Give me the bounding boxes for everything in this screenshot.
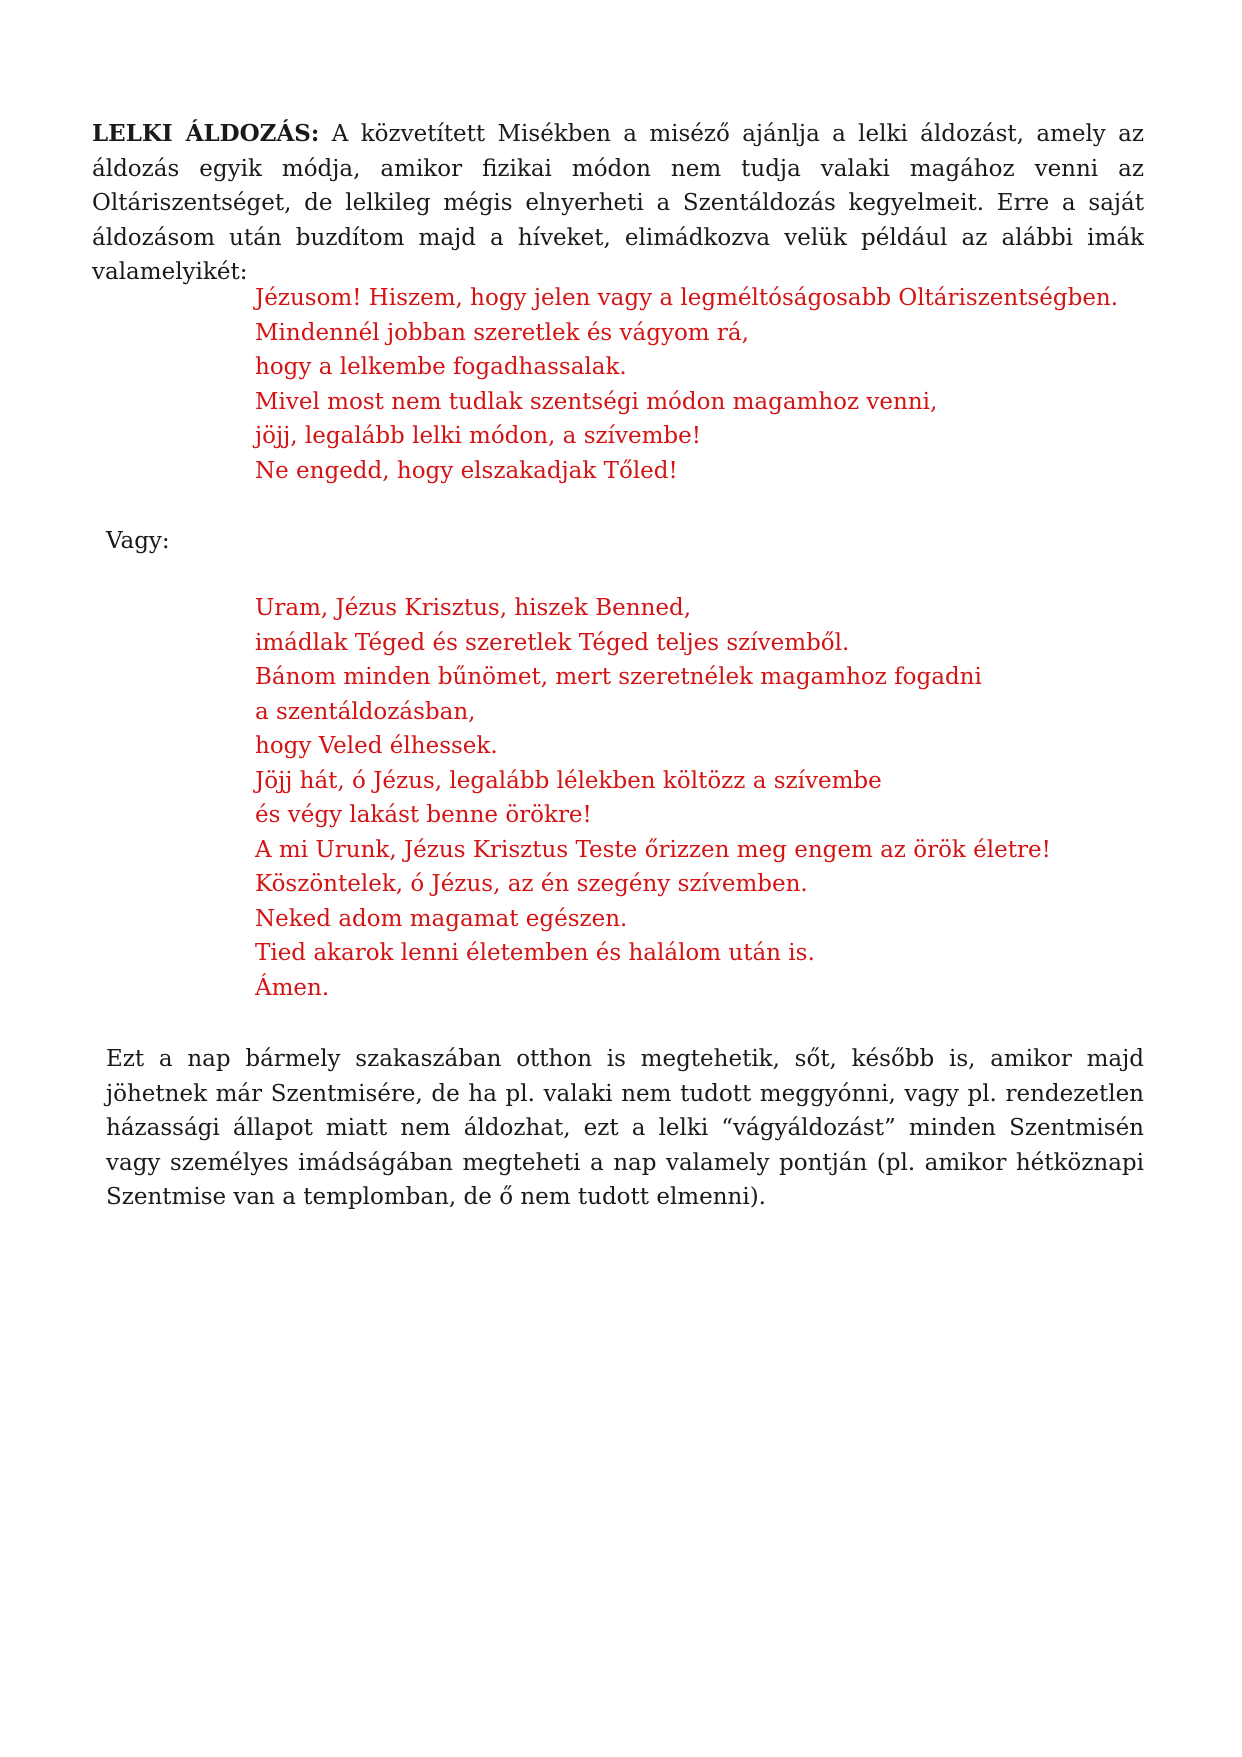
prayer-line: Jézusom! Hiszem, hogy jelen vagy a legméltóságosabb Oltáriszentségben.: [255, 285, 1119, 311]
prayer-line: és végy lakást benne örökre!: [255, 802, 592, 828]
or-label: Vagy:: [106, 528, 170, 554]
prayer-line: Neked adom magamat egészen.: [255, 905, 628, 932]
prayer-line: Jöjj hát, ó Jézus, legalább lélekben költözz a szívembe: [255, 767, 882, 794]
prayer-line: Bánom minden bűnömet, mert szeretnélek magamhoz fogadni: [255, 664, 982, 690]
closing-paragraph: Ezt a nap bármely szakaszában otthon is megtehetik, sőt, később is, amikor majd jöhetnek már Szentmisére, de ha pl. valaki nem tudott meggyónni, vagy pl. rendezetlen házassági állapot miatt nem áldozhat, ezt a lelki “vágyáldozást” minden Szentmisén vagy személyes imádságában megteheti a nap valamely pontján (pl. amikor hétköznapi Szentmise van a templomban, de ő nem tudott elmenni).: [106, 1046, 1144, 1210]
prayer-line: a szentáldozásban,: [255, 698, 476, 725]
section-heading: LELKI ÁLDOZÁS:: [92, 120, 320, 147]
prayer-line: Uram, Jézus Krisztus, hiszek Benned,: [255, 595, 692, 621]
prayer-line: jöjj, legalább lelki módon, a szívembe!: [255, 423, 701, 449]
intro-paragraph: [92, 117, 1144, 290]
prayer-two: [255, 591, 1051, 1005]
prayer-line: imádlak Téged és szeretlek Téged teljes szívemből.: [255, 629, 850, 656]
prayer-line: Ámen.: [255, 974, 330, 1001]
prayer-line: hogy a lelkembe fogadhassalak.: [255, 354, 627, 380]
prayer-line: Ne engedd, hogy elszakadjak Tőled!: [255, 457, 678, 484]
prayer-line: A mi Urunk, Jézus Krisztus Teste őrizzen meg engem az örök életre!: [255, 836, 1051, 863]
intro-text: A közvetített Misékben a miséző ajánlja a lelki áldozást, amely az áldozás egyik módja, amikor fizikai módon nem tudja valaki magához venni az Oltáriszentséget, de lelkileg mégis elnyerheti a Szentáldozás kegyelmeit. Erre a saját áldozásom után buzdítom majd a híveket, elimádkozva velük például az alábbi imák valamelyikét:: [92, 121, 1144, 285]
prayer-line: Mindennél jobban szeretlek és vágyom rá,: [255, 319, 749, 346]
prayer-one: [255, 281, 1118, 488]
prayer-line: Köszöntelek, ó Jézus, az én szegény szívemben.: [255, 871, 808, 897]
prayer-line: hogy Veled élhessek.: [255, 733, 498, 759]
prayer-line: Mivel most nem tudlak szentségi módon magamhoz venni,: [255, 388, 938, 415]
prayer-line: Tied akarok lenni életemben és halálom után is.: [255, 940, 815, 966]
